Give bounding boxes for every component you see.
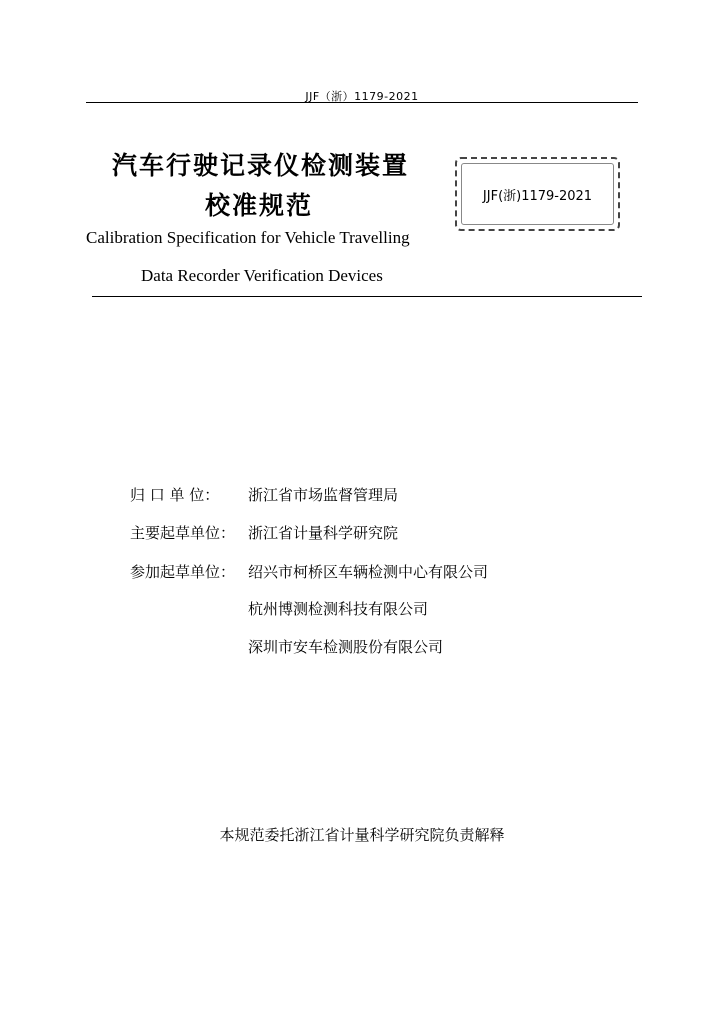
main-drafter-row (130, 522, 398, 543)
title-chinese-line-1: 汽车行驶记录仪检测装置 (112, 151, 410, 180)
title-english-line-1: Calibration Specification for Vehicle Travelling (86, 228, 410, 247)
interpretation-note: 本规范委托浙江省计量科学研究院负责解释 (219, 826, 505, 844)
title-rule (92, 296, 642, 297)
participant-item: 绍兴市柯桥区车辆检测中心有限公司 (248, 563, 489, 581)
responsible-unit-value: 浙江省市场监督管理局 (248, 486, 399, 504)
participant-item: 深圳市安车检测股份有限公司 (248, 638, 444, 656)
participant-item: 杭州博测检测科技有限公司 (248, 600, 429, 618)
header-standard-code: JJF（浙）1179-2021 (305, 90, 419, 103)
main-drafter-value: 浙江省计量科学研究院 (248, 524, 399, 542)
participants-row (130, 561, 488, 582)
participants-label: 参加起草单位： (130, 563, 236, 581)
responsible-unit-label: 归 口 单 位： (130, 486, 220, 504)
responsible-unit-row (130, 484, 398, 505)
code-box-text: JJF(浙)1179-2021 (482, 189, 593, 204)
standard-code-box (455, 157, 620, 231)
main-drafter-label: 主要起草单位： (130, 524, 236, 542)
header-rule (86, 102, 638, 103)
title-chinese-line-2: 校准规范 (205, 191, 314, 220)
title-english-line-2: Data Recorder Verification Devices (141, 266, 383, 285)
